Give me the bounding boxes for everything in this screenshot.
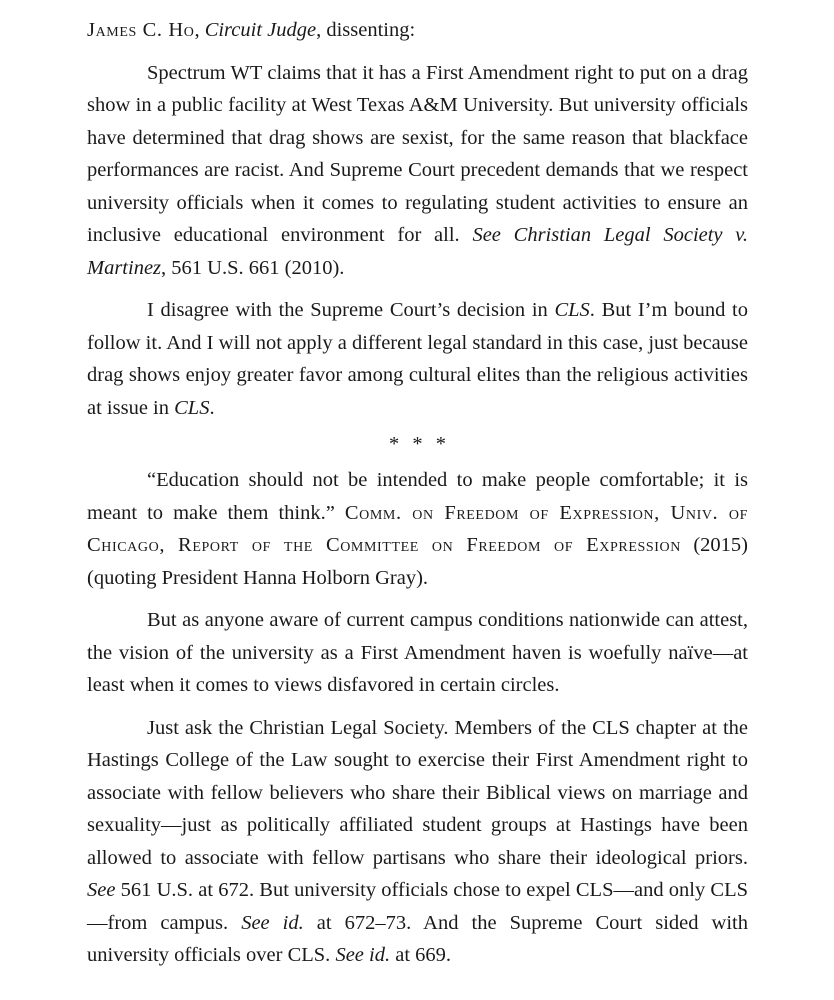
see-signal: See: [472, 224, 501, 246]
paragraph-5-text-1: Just ask the Christian Legal Society. Members of the CLS chapter at the Hastings College of the Law sought to exercise their First Amendment right to associate with fellow believers who share their Biblical views on marriage and sexuality—just as politically affiliated student groups at Hastings have been allowed to associate with fellow partisans who share their ideological priors.: [87, 716, 748, 869]
paragraph-5-text-3: at 672–73. And the Supreme Court sided with university officials over CLS.: [87, 911, 748, 966]
space: [501, 224, 514, 246]
paragraph-5: [87, 712, 748, 972]
header-suffix: , dissenting:: [316, 19, 416, 41]
judge-name: James C. Ho: [87, 19, 195, 41]
paragraph-2-text-2: . But I’m bound to follow it. And I will not apply a different legal standard in this case, just because drag shows enjoy greater favor among cultural elites than the religious activities at issue in: [87, 299, 748, 419]
opinion-header: [87, 14, 748, 47]
section-separator: * * *: [389, 433, 450, 455]
paragraph-1: [87, 57, 748, 285]
paragraph-4: But as anyone aware of current campus conditions nationwide can attest, the vision of the university as a First Amendment haven is woefully naïve—at least when it comes to views disfavored in certain circles.: [87, 609, 748, 696]
opinion-page: [87, 14, 748, 972]
see-signal: See: [87, 879, 116, 901]
quotation-attribution: (2015) (quoting President Hanna Holborn Gray).: [87, 534, 748, 589]
quotation: “Education should not be intended to make people comfortable; it is meant to make them think.”: [87, 469, 748, 524]
cls-abbrev: CLS: [174, 396, 210, 419]
see-id-signal: See id.: [335, 944, 391, 966]
quotation-source: Comm. on Freedom of Expression, Univ. of Chicago, Report of the Committee on Freedom of Expression: [87, 501, 748, 556]
paragraph-1-text: Spectrum WT claims that it has a First Amendment right to put on a drag show in a public facility at West Texas A&M University. But university officials have determined that drag shows are sexist, for the same reason that blackface performances are racist. And Supreme Court precedent demands that we respect university officials when it comes to regulating student activities to ensure an inclusive educational environment for all.: [87, 61, 748, 246]
paragraph-2-text-3: .: [209, 396, 215, 419]
header-separator: ,: [194, 19, 205, 41]
paragraph-2: [87, 294, 748, 424]
paragraph-2-text-1: I disagree with the Supreme Court’s decision in: [147, 299, 555, 321]
cls-abbrev: CLS: [554, 299, 590, 321]
case-citation: , 561 U.S. 661 (2010).: [161, 256, 345, 279]
paragraph-5-text-4: at 669.: [390, 944, 452, 966]
see-id-signal: See id.: [241, 911, 304, 934]
case-name: Christian Legal Society v. Martinez: [87, 224, 748, 279]
paragraph-5-text-2: 561 U.S. at 672. But university officials chose to expel CLS—and only CLS—from campus.: [87, 879, 748, 934]
paragraph-3: [87, 464, 748, 594]
judge-title: Circuit Judge: [204, 19, 317, 41]
